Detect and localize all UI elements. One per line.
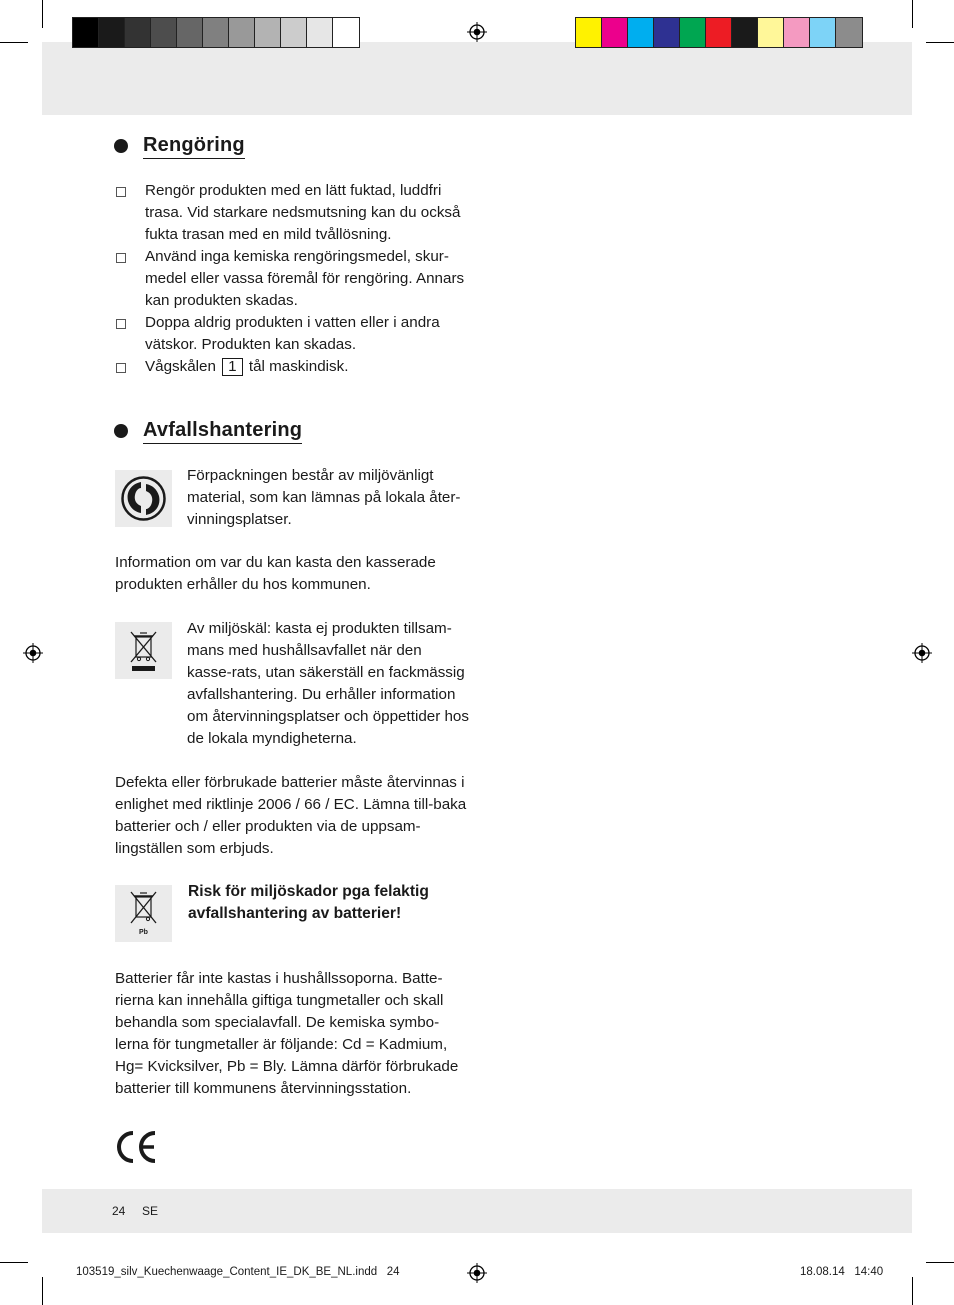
- ce-mark-icon: [114, 1128, 158, 1166]
- grayscale-color-bar: [72, 17, 360, 48]
- color-swatch: [281, 18, 307, 47]
- list-item: [116, 246, 476, 312]
- process-color-bar: [575, 17, 863, 48]
- packaging-text: Förpackningen består av miljövänligt material, som kan lämnas på lokala åter-vinningsplatser.: [187, 467, 461, 528]
- list-item-text: Doppa aldrig produkten i vatten eller i andra vätskor. Produkten kan skadas.: [145, 314, 440, 353]
- registration-mark-icon: [467, 22, 487, 42]
- color-swatch: [602, 18, 628, 47]
- color-swatch: [706, 18, 732, 47]
- footer-band: [42, 1189, 912, 1233]
- color-swatch: [333, 18, 359, 47]
- section-heading-cleaning: [114, 133, 245, 159]
- slug-date-info: 18.08.14 14:40: [800, 1266, 884, 1278]
- color-swatch: [784, 18, 810, 47]
- cleaning-list: [116, 180, 476, 378]
- bullet-dot-icon: [114, 139, 128, 153]
- list-item-text: Använd inga kemiska rengöringsmedel, skur-medel eller vassa föremål för rengöring. Annars kan produkten skadas.: [145, 248, 465, 309]
- ce-mark: [114, 1128, 158, 1166]
- header-band: [42, 42, 912, 115]
- battery-warning-text: Risk för miljöskador pga felaktig avfallshantering av batterier!: [188, 883, 429, 922]
- color-swatch: [628, 18, 654, 47]
- registration-mark-icon: [467, 1263, 487, 1283]
- heavy-metals-text: Batterier får inte kastas i hushållssoporna. Batte-rierna kan innehålla giftiga tungmetaller och skall behandla som specialavfall. De kemiska symbo-lerna för tungmetaller är följande: Cd = Kadmium, Hg= Kvicksilver, Pb = Bly. Lämna därför förbrukade batterier till kommunens återvinningsstation.: [115, 970, 459, 1097]
- square-bullet-icon: [116, 187, 126, 197]
- heading-text: Rengöring: [143, 133, 245, 159]
- registration-mark-icon: [912, 643, 932, 663]
- crop-mark: [0, 42, 28, 43]
- color-swatch: [203, 18, 229, 47]
- section-heading-disposal: [114, 418, 302, 444]
- slug-file-info: 103519_silv_Kuechenwaage_Content_IE_DK_BE_NL.indd 24: [76, 1266, 400, 1278]
- list-item-text: [145, 356, 476, 378]
- square-bullet-icon: [116, 253, 126, 263]
- color-swatch: [255, 18, 281, 47]
- heading-text: Avfallshantering: [143, 418, 302, 444]
- color-swatch: [732, 18, 758, 47]
- list-item: [116, 356, 476, 378]
- crop-mark: [926, 42, 954, 43]
- crop-mark: [42, 1277, 43, 1305]
- color-swatch: [654, 18, 680, 47]
- recycling-symbol-box: [115, 470, 172, 527]
- battery-symbol-box: [115, 885, 172, 942]
- color-swatch: [758, 18, 784, 47]
- green-dot-recycling-icon: [115, 470, 172, 527]
- part-reference-number: 1: [222, 358, 242, 376]
- list-item: [116, 180, 476, 246]
- language-code: SE: [142, 1204, 159, 1218]
- weee-symbol-box: [115, 622, 172, 679]
- color-swatch: [576, 18, 602, 47]
- list-item-text: Rengör produkten med en lätt fuktad, luddfri trasa. Vid starkare nedsmutsning kan du också fukta trasan med en mild tvållösning.: [145, 182, 461, 243]
- color-swatch: [680, 18, 706, 47]
- page-number: 24: [112, 1204, 126, 1218]
- square-bullet-icon: [116, 319, 126, 329]
- color-swatch: [99, 18, 125, 47]
- crop-mark: [912, 0, 913, 28]
- bullet-dot-icon: [114, 424, 128, 438]
- square-bullet-icon: [116, 363, 126, 373]
- list-item-text-start: Vågskålen: [145, 358, 216, 375]
- color-swatch: [151, 18, 177, 47]
- list-item-text-end: tål maskindisk.: [248, 358, 349, 375]
- color-swatch: [125, 18, 151, 47]
- color-swatch: [810, 18, 836, 47]
- color-swatch: [177, 18, 203, 47]
- crossed-out-bin-icon: [115, 622, 172, 679]
- crop-mark: [926, 1262, 954, 1263]
- registration-mark-icon: [23, 643, 43, 663]
- batteries-text: Defekta eller förbrukade batterier måste återvinnas i enlighet med riktlinje 2006 / 66 / EC. Lämna till-baka batterier och / eller produkten via de uppsam-lingställen som erbjuds.: [115, 774, 467, 857]
- color-swatch: [836, 18, 862, 47]
- crop-mark: [0, 1262, 28, 1263]
- list-item: [116, 312, 476, 356]
- weee-text: Av miljöskäl: kasta ej produkten tillsam-mans med hushållsavfallet när den kasse-rats, utan säkerställ en fackmässig avfallshantering. Du erhåller information om återvinningsplatser och öppettider hos de lokala myndigheterna.: [187, 620, 469, 747]
- crop-mark: [912, 1277, 913, 1305]
- color-swatch: [229, 18, 255, 47]
- color-swatch: [73, 18, 99, 47]
- battery-icon-label: Pb: [139, 929, 148, 936]
- color-swatch: [307, 18, 333, 47]
- disposal-info-text: Information om var du kan kasta den kasserade produkten erhåller du hos kommunen.: [115, 554, 436, 593]
- crop-mark: [42, 0, 43, 28]
